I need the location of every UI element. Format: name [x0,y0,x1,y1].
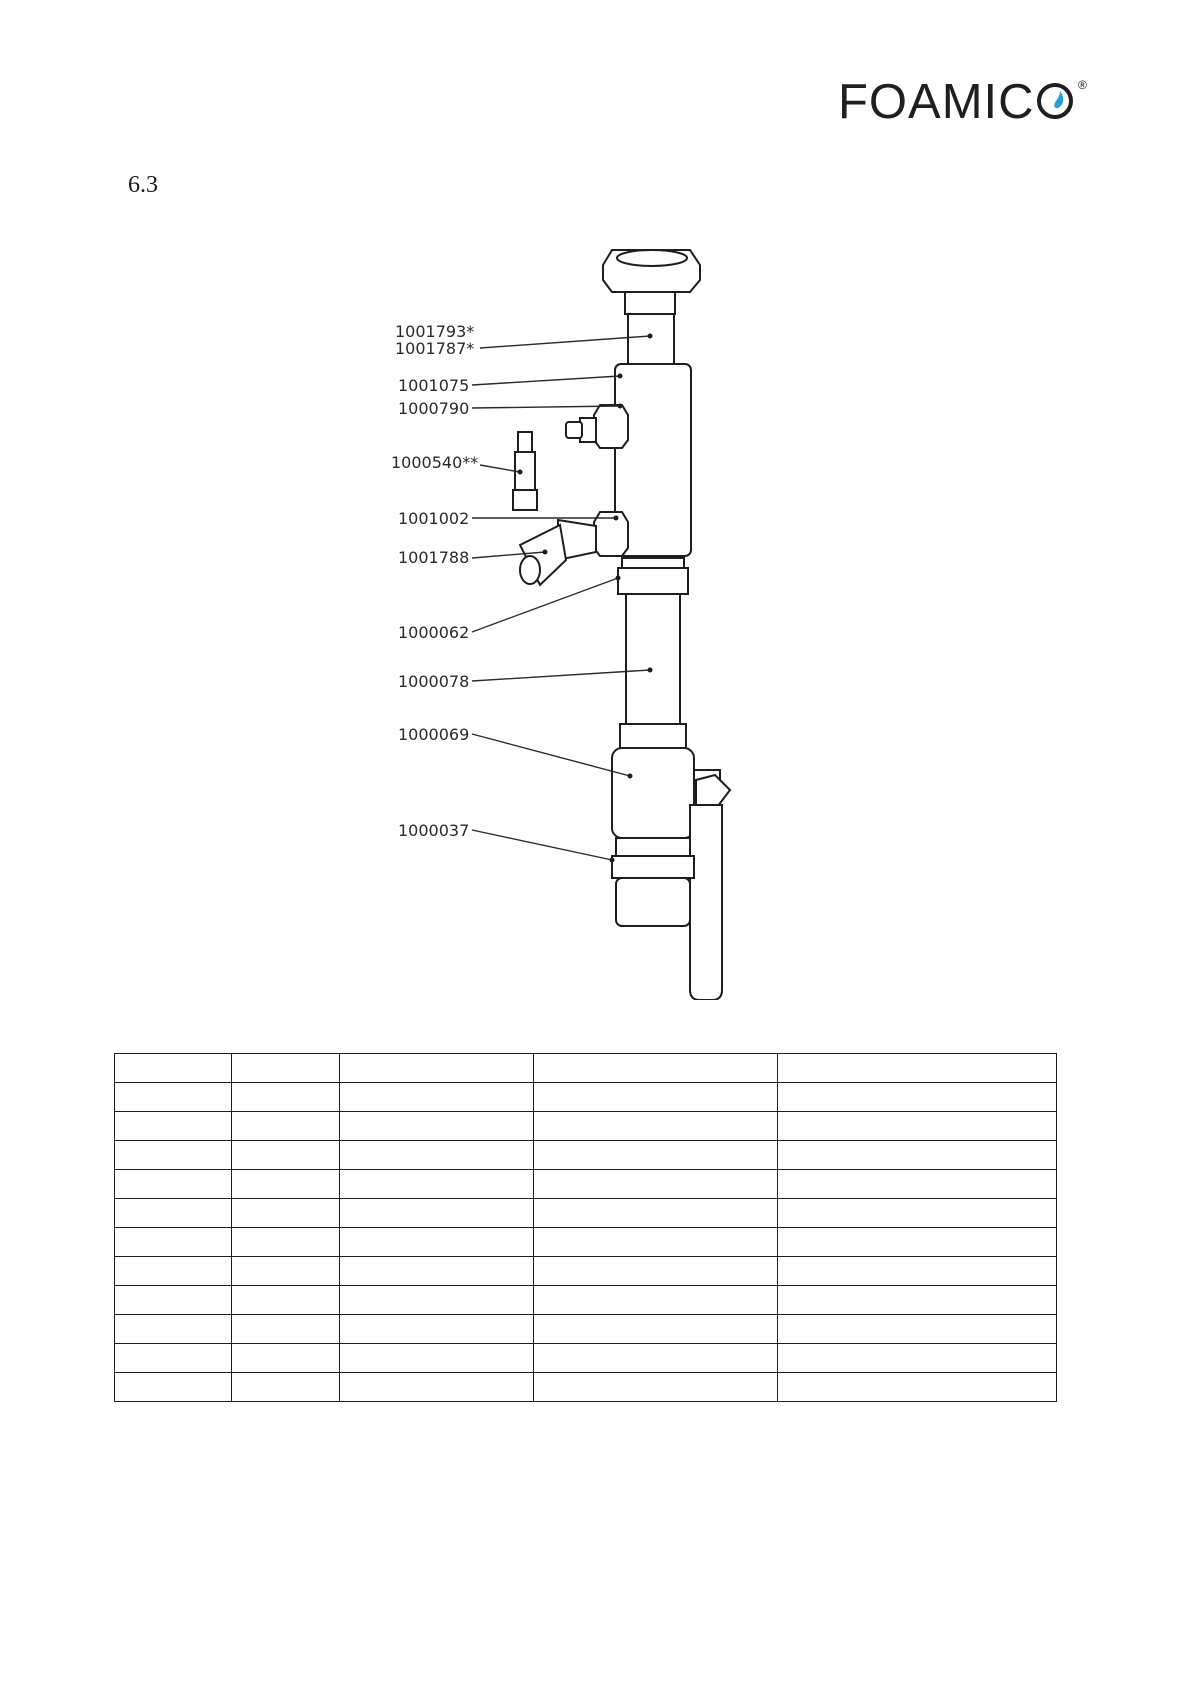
table-cell [534,1054,778,1083]
table-cell [534,1257,778,1286]
callout-1000069: 1000069 [398,725,470,744]
table-row [115,1199,1057,1228]
table-cell [232,1083,340,1112]
table-cell [778,1199,1057,1228]
table-cell [778,1170,1057,1199]
table-cell [115,1170,232,1199]
table-row [115,1315,1057,1344]
registered-mark: ® [1078,78,1087,92]
table-cell [115,1141,232,1170]
table-cell [534,1315,778,1344]
table-cell [778,1286,1057,1315]
table-cell [340,1170,534,1199]
table-cell [778,1257,1057,1286]
table-cell [115,1199,232,1228]
assembly-illustration [513,250,730,1000]
table-cell [778,1054,1057,1083]
table-cell [534,1228,778,1257]
table-cell [115,1083,232,1112]
table-cell [115,1344,232,1373]
parts-table-body [115,1054,1057,1402]
table-cell [232,1344,340,1373]
table-cell [115,1112,232,1141]
callout-1001075: 1001075 [398,376,470,395]
callout-1000037: 1000037 [398,821,470,840]
table-cell [232,1257,340,1286]
table-cell [534,1199,778,1228]
table-cell [534,1112,778,1141]
callout-1000062: 1000062 [398,623,470,642]
table-cell [232,1286,340,1315]
table-cell [115,1257,232,1286]
table-cell [340,1141,534,1170]
callout-1001787: 1001787* [395,339,475,358]
table-cell [778,1112,1057,1141]
table-cell [778,1228,1057,1257]
callout-1001788: 1001788 [398,548,470,567]
table-cell [534,1286,778,1315]
table-cell [115,1315,232,1344]
exploded-parts-drawing [380,230,760,1000]
table-cell [534,1170,778,1199]
parts-table [114,1053,1057,1402]
table-cell [340,1257,534,1286]
table-cell [232,1228,340,1257]
table-cell [340,1286,534,1315]
callout-1001002: 1001002 [398,509,470,528]
table-row [115,1344,1057,1373]
table-cell [340,1228,534,1257]
table-cell [778,1083,1057,1112]
table-cell [115,1228,232,1257]
table-cell [232,1373,340,1402]
table-cell [340,1373,534,1402]
table-cell [534,1344,778,1373]
table-cell [340,1199,534,1228]
table-cell [778,1344,1057,1373]
callout-1000790: 1000790 [398,399,470,418]
table-cell [534,1083,778,1112]
table-cell [340,1054,534,1083]
table-row [115,1373,1057,1402]
table-cell [534,1141,778,1170]
water-drop-icon [1036,82,1074,120]
section-number: 6.3 [128,172,158,198]
callout-1001793: 1001793* [395,322,475,341]
table-row [115,1112,1057,1141]
table-cell [232,1141,340,1170]
table-cell [340,1083,534,1112]
table-cell [340,1112,534,1141]
callout-1000540: 1000540** [391,453,479,472]
table-cell [534,1373,778,1402]
table-cell [778,1141,1057,1170]
table-row [115,1170,1057,1199]
table-row [115,1141,1057,1170]
table-cell [115,1286,232,1315]
table-cell [115,1373,232,1402]
table-cell [232,1112,340,1141]
callout-1000078: 1000078 [398,672,470,691]
foamico-logo [838,74,1088,130]
table-cell [340,1315,534,1344]
table-cell [232,1054,340,1083]
table-cell [232,1315,340,1344]
table-row [115,1286,1057,1315]
table-row [115,1054,1057,1083]
table-row [115,1083,1057,1112]
table-cell [232,1199,340,1228]
table-row [115,1257,1057,1286]
table-row [115,1228,1057,1257]
logo-text: FOAMIC [838,75,1035,129]
table-cell [232,1170,340,1199]
table-cell [115,1054,232,1083]
table-cell [340,1344,534,1373]
table-cell [778,1315,1057,1344]
table-cell [778,1373,1057,1402]
